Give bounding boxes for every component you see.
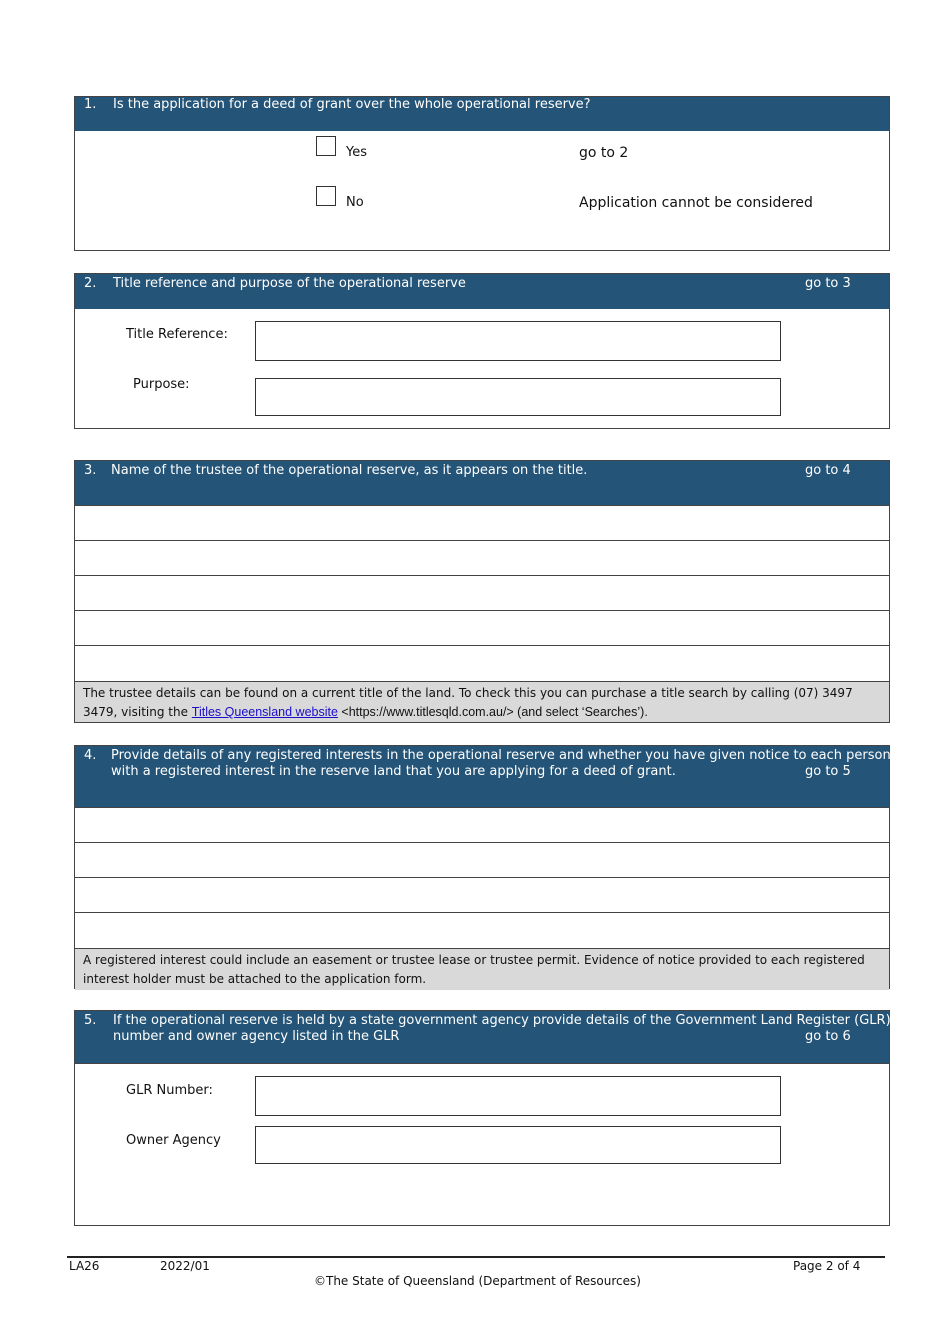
page-number: Page 2 of 4 [793,1259,861,1273]
section-3-goto: go to 4 [805,463,851,478]
trustee-note-url: <https://www.titlesqld.com.au/> (and select ‘Searches’). [337,705,648,719]
footer-rule [67,1256,885,1258]
section-3-header [75,461,889,505]
yes-checkbox[interactable] [316,136,336,156]
no-checkbox[interactable] [316,186,336,206]
section-2-number: 2. [84,276,97,291]
registered-interest-row[interactable] [75,808,889,843]
section-4-number: 4. [84,748,97,763]
section-4-question-line2: with a registered interest in the reserve land that you are applying for a deed of grant. [111,764,676,779]
yes-outcome: go to 2 [579,145,629,161]
form-version: 2022/01 [160,1259,210,1273]
section-4-question-line1: Provide details of any registered interests in the operational reserve and whether you have given notice to each person [111,748,891,763]
trustee-row[interactable] [75,541,889,576]
copyright: ©The State of Queensland (Department of Resources) [314,1274,641,1288]
registered-interest-note: A registered interest could include an easement or trustee lease or trustee permit. Evidence of notice provided to each registered interest holder must be attached to the application form. [75,948,889,990]
section-4-goto: go to 5 [805,764,851,779]
trustee-note [75,681,889,722]
section-4-header [75,746,889,807]
no-label: No [346,195,364,210]
no-outcome: Application cannot be considered [579,195,813,211]
section-1 [74,96,890,251]
trustee-row[interactable] [75,646,889,681]
section-3-number: 3. [84,463,97,478]
registered-interest-row[interactable] [75,843,889,878]
owner-agency-label: Owner Agency [126,1133,221,1148]
section-5-body [75,1063,889,1148]
title-reference-label: Title Reference: [126,327,228,342]
section-2 [74,273,890,429]
section-2-question: Title reference and purpose of the operational reserve [113,276,466,291]
purpose-input[interactable] [255,378,781,416]
section-3-question: Name of the trustee of the operational reserve, as it appears on the title. [111,463,588,478]
registered-interest-row[interactable] [75,878,889,913]
section-1-number: 1. [84,97,97,112]
section-5-goto: go to 6 [805,1029,851,1044]
trustee-row[interactable] [75,611,889,646]
title-reference-input[interactable] [255,321,781,361]
section-5 [74,1010,890,1226]
yes-label: Yes [346,145,367,160]
titles-queensland-link[interactable]: Titles Queensland website [191,705,338,719]
registered-interest-rows [75,807,889,948]
section-5-number: 5. [84,1013,97,1028]
section-1-question: Is the application for a deed of grant over the whole operational reserve? [113,97,591,112]
section-1-header [75,97,889,131]
section-4 [74,745,890,989]
section-2-header [75,274,889,309]
section-3 [74,460,890,723]
trustee-row[interactable] [75,506,889,541]
trustee-row[interactable] [75,576,889,611]
section-5-question-line1: If the operational reserve is held by a state government agency provide details of the Government Land Register (GLR) [113,1013,891,1028]
glr-number-label: GLR Number: [126,1083,213,1098]
purpose-label: Purpose: [133,377,190,392]
registered-interest-row[interactable] [75,913,889,948]
section-5-header [75,1011,889,1063]
trustee-rows [75,505,889,681]
section-5-question-line2: number and owner agency listed in the GLR [113,1029,400,1044]
glr-number-input[interactable] [255,1076,781,1116]
trustee-note-text: The trustee details can be found on a current title of the land. To check this you can purchase a title search by calling (07) 3497 3479, visiting the [83,686,853,719]
form-code: LA26 [69,1259,100,1273]
owner-agency-input[interactable] [255,1126,781,1164]
section-2-goto: go to 3 [805,276,851,291]
